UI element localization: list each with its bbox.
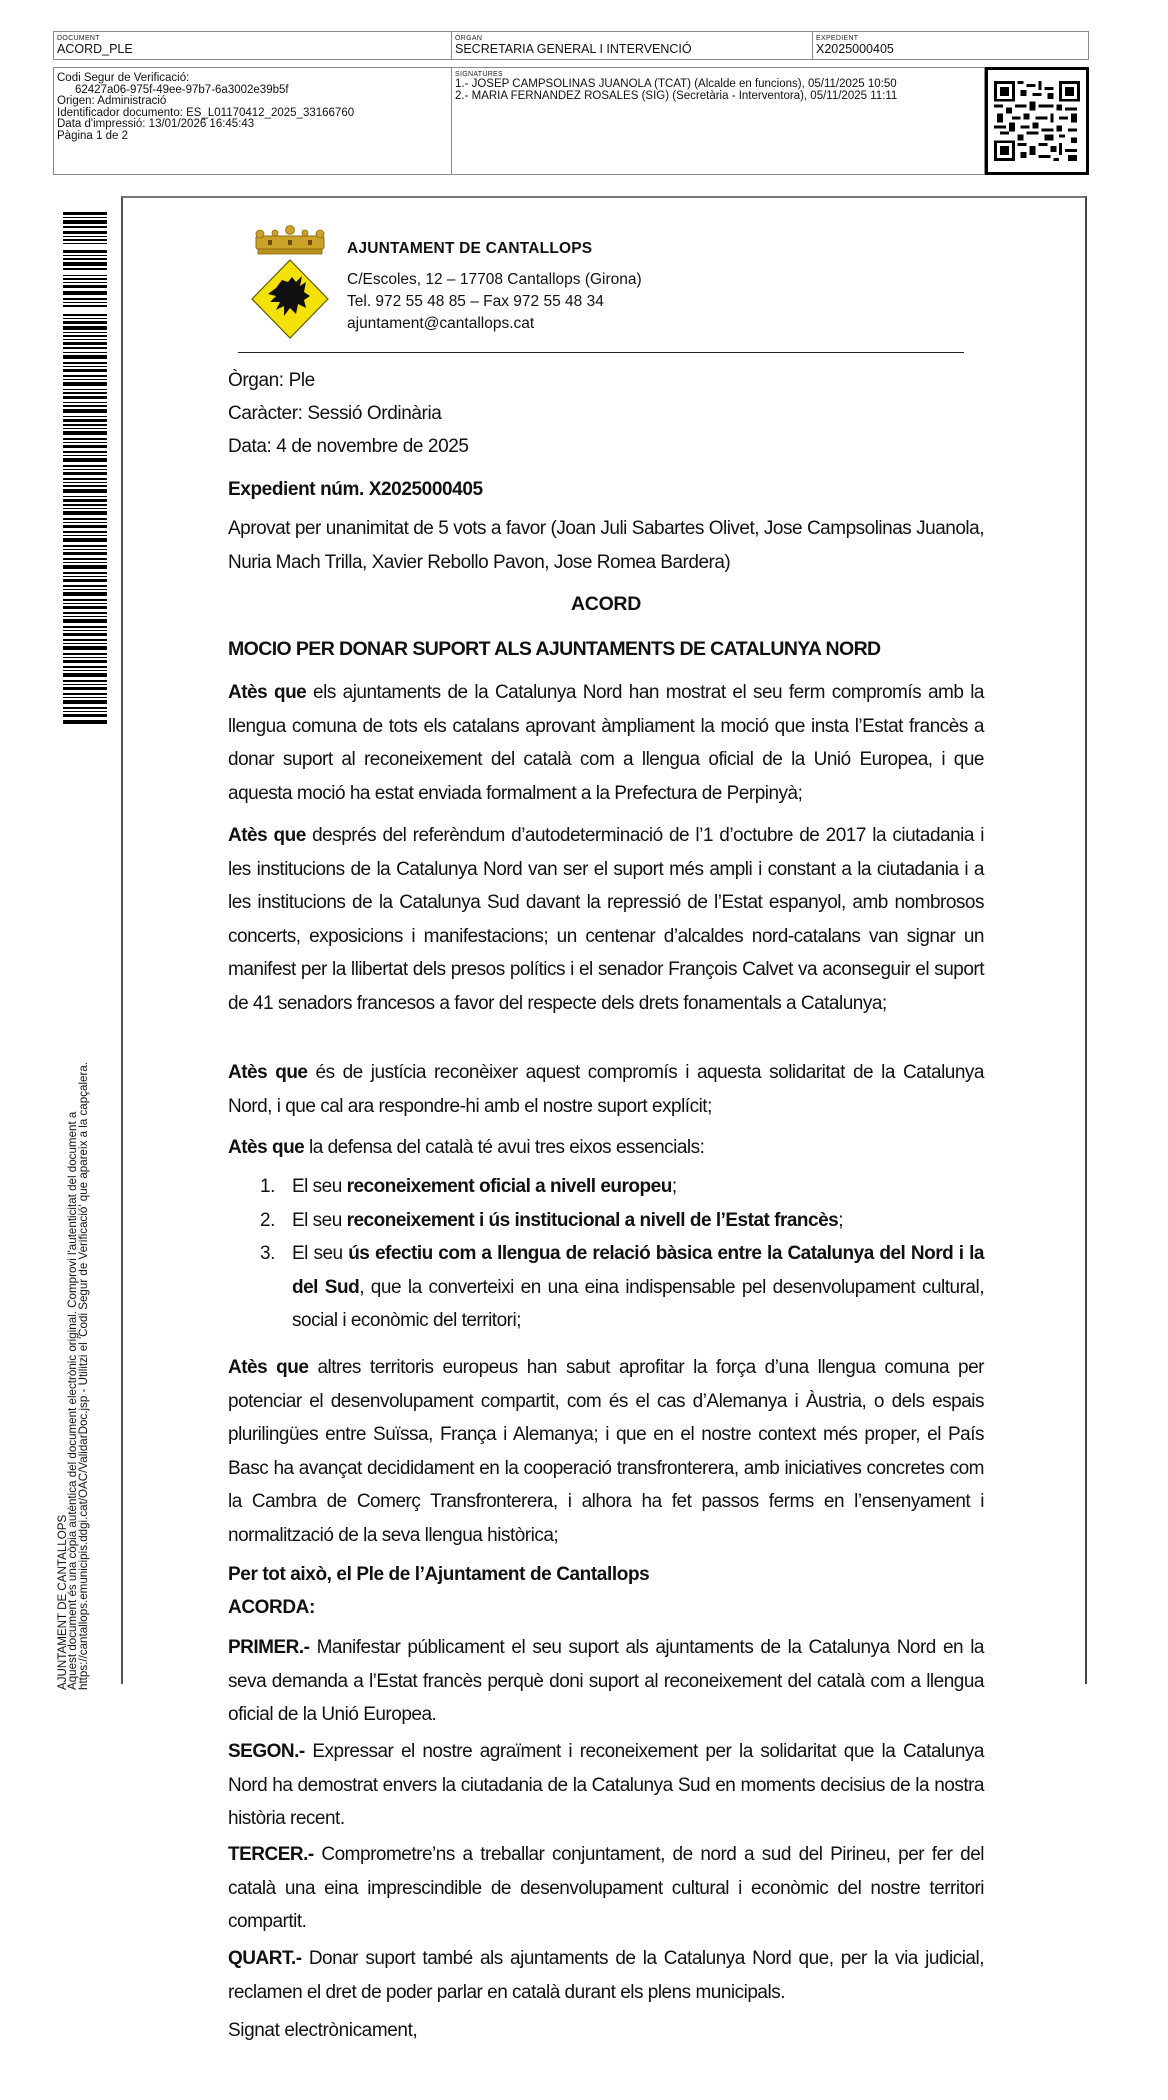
expedient-value: X2025000405 xyxy=(816,42,894,56)
meta-approval: Aprovat per unanimitat de 5 vots a favor (Joan Juli Sabartes Olivet, Jose Campsolinas Juanola, Nuria Mach Trilla, Xavier Rebollo Pavon, Jose Romea Bardera) xyxy=(228,518,984,573)
document-type-label: DOCUMENT xyxy=(57,35,100,42)
authenticity-org: AJUNTAMENT DE CANTALLOPS xyxy=(56,1514,69,1690)
consideration-paragraph xyxy=(228,1351,984,1552)
signatures-box xyxy=(451,67,985,175)
consideration-lead: Atès que xyxy=(228,1137,305,1158)
organization-address: C/Escoles, 12 – 17708 Cantallops (Girona) xyxy=(347,271,642,288)
meta-expedient: Expedient núm. X2025000405 xyxy=(228,479,483,500)
resolution-text: Donar suport també als ajuntaments de la Catalunya Nord que, per la via judicial, reclamen el dret de poder parlar en català durant els plens municipals. xyxy=(228,1948,984,2003)
organization-phone: Tel. 972 55 48 85 – Fax 972 55 48 34 xyxy=(347,293,604,310)
resolution-lead: QUART.- xyxy=(228,1948,302,1969)
resolution-lead: PRIMER.- xyxy=(228,1637,310,1658)
resolution-lead: TERCER.- xyxy=(228,1844,314,1865)
axis-number: 3. xyxy=(260,1243,275,1264)
resolution-lead: SEGON.- xyxy=(228,1741,305,1762)
meta-organ: Òrgan: Ple xyxy=(228,370,315,391)
axis-emphasis: reconeixement oficial a nivell europeu xyxy=(346,1176,672,1197)
document-type-box xyxy=(53,31,452,60)
expedient-label: EXPEDIENT xyxy=(816,35,859,42)
axis-text: , que la converteixi en una eina indispensable pel desenvolupament cultural, social i econòmic del territori; xyxy=(292,1276,984,1331)
csv-print-date: Data d'impressió: 13/01/2026 16:45:43 xyxy=(57,118,255,130)
signature-item: 2.- MARIA FERNANDEZ ROSALES (SIG) (Secretària - Interventora), 05/11/2025 11:11 xyxy=(455,89,898,102)
qr-code-icon xyxy=(994,81,1080,161)
csv-page: Pàgina 1 de 2 xyxy=(57,129,128,142)
qr-code-box[interactable] xyxy=(985,67,1089,175)
consideration-lead: Atès que xyxy=(228,1062,308,1083)
therefore-heading: Per tot això, el Ple de l’Ajuntament de Cantallops xyxy=(228,1564,650,1585)
resolution-text: Comprometre’ns a treballar conjuntament, de nord a sud del Pirineu, per fer del català una eina imprescindible de desenvolupament cultural i econòmic del nostre territori compartit. xyxy=(228,1844,984,1932)
csv-code[interactable]: 62427a06-975f-49ee-97b7-6a3002e39b5f xyxy=(75,83,289,96)
organ-value: SECRETARIA GENERAL I INTERVENCIÓ xyxy=(455,42,692,56)
verification-box xyxy=(53,67,452,175)
consideration-text: els ajuntaments de la Catalunya Nord han mostrat el seu ferm compromís amb la llengua comuna de tots els catalans aprovant àmpliament la moció que insta l’Estat francès a donar suport al reconeixement del català com a llengua oficial de la Unió Europea, i que aquesta moció ha estat enviada formalment a la Prefectura de Perpinyà; xyxy=(228,682,984,804)
meta-date: Data: 4 de novembre de 2025 xyxy=(228,436,469,457)
acord-title: ACORD xyxy=(571,593,641,615)
organization-name: AJUNTAMENT DE CANTALLOPS xyxy=(347,240,593,257)
consideration-paragraph xyxy=(228,1131,984,1165)
document-type-value: ACORD_PLE xyxy=(57,42,133,56)
organ-box xyxy=(451,31,813,60)
consideration-lead: Atès que xyxy=(228,1357,309,1378)
acorda-heading: ACORDA: xyxy=(228,1597,315,1618)
axis-text: El seu xyxy=(292,1243,349,1264)
consideration-paragraph xyxy=(228,819,984,1020)
consideration-paragraph xyxy=(228,676,984,810)
resolution-paragraph xyxy=(228,1838,984,1939)
signatures-label: SIGNATURES xyxy=(455,71,503,78)
csv-identifier: Identificador documento: ES_L01170412_2025_33166760 xyxy=(57,106,355,119)
consideration-lead: Atès que xyxy=(228,682,307,703)
resolution-paragraph xyxy=(228,1942,984,2009)
axis-text: El seu xyxy=(292,1209,347,1231)
resolution-text: Expressar el nostre agraïment i reconeixement per la solidaritat que la Catalunya Nord ha demostrat envers la ciutadania de la Catalunya Sud en moments decisius de la nostra història recent. xyxy=(228,1741,984,1829)
letterhead-divider xyxy=(238,352,964,353)
axis-number: 1. xyxy=(260,1176,275,1197)
meta-character: Caràcter: Sessió Ordinària xyxy=(228,403,442,424)
authenticity-statement: Aquest document és una còpia autèntica del document electrònic original. Comprovi l'autenticitat del document a xyxy=(66,1111,80,1690)
csv-label: Codi Segur de Verificació: xyxy=(57,72,190,84)
axis-number: 2. xyxy=(260,1209,275,1231)
csv-origin: Origen: Administració xyxy=(57,95,167,107)
organization-email[interactable]: ajuntament@cantallops.cat xyxy=(347,315,535,332)
organ-label: ÒRGAN xyxy=(455,35,483,42)
axis-text: ; xyxy=(671,1176,677,1197)
signature-item: 1.- JOSEP CAMPSOLINAS JUANOLA (TCAT) (Alcalde en funcions), 05/11/2025 10:50 xyxy=(455,78,897,90)
axis-text: El seu xyxy=(292,1176,347,1197)
consideration-lead: Atès que xyxy=(228,825,306,846)
resolution-paragraph xyxy=(228,1735,984,1836)
resolution-text: Manifestar públicament el seu suport als ajuntaments de la Catalunya Nord en la seva demanda a l’Estat francès perquè doni suport al reconeixement del català com a llengua oficial de la Unió Europea. xyxy=(228,1637,984,1725)
barcode-icon xyxy=(63,212,107,724)
axis-item xyxy=(228,1237,984,1338)
consideration-text: després del referèndum d’autodeterminació de l’1 d’octubre de 2017 la ciutadania i les institucions de la Catalunya Nord van ser el suport més ampli i constant a la ciutadania i a les institucions de la Catalunya Sud davant la repressió de l’Estat espanyol, amb nombrosos concerts, exposicions i manifestacions; un centenar d’alcaldes nord-catalans van signar un manifest per la llibertat dels presos polítics i el senador François Calvet va aconseguir el suport de 41 senadors francesos a favor del respecte dels drets fonamentals a Catalunya; xyxy=(228,825,984,1014)
essential-axes-list xyxy=(228,1170,984,1338)
signed-electronically: Signat electrònicament, xyxy=(228,2020,418,2041)
motion-title: MOCIO PER DONAR SUPORT ALS AJUNTAMENTS DE CATALUNYA NORD xyxy=(228,638,881,660)
consideration-text: altres territoris europeus han sabut aprofitar la força d’una llengua comuna per potenciar el desenvolupament compartit, com és el cas d’Alemanya i Àustria, o dels espais plurilingües entre Suïssa, França i Alemanya; i que en el nostre context més proper, el País Basc ha avançat decididament en la cooperació transfronterera, amb iniciatives concretes com la Cambra de Comerç Transfronterera, i alhora ha fet passos ferms en l’ensenyament i normalització de la seva llengua històrica; xyxy=(228,1357,984,1546)
axis-emphasis: ús efectiu com a llengua de relació bàsica entre la Catalunya del Nord i la del Sud xyxy=(292,1243,985,1298)
axis-emphasis: reconeixement i ús institucional a nivell de l’Estat francès xyxy=(346,1209,839,1231)
expedient-box xyxy=(812,31,1089,60)
axis-text: ; xyxy=(838,1209,843,1231)
coat-of-arms-icon xyxy=(250,222,330,340)
resolution-paragraph xyxy=(228,1631,984,1732)
consideration-text: la defensa del català té avui tres eixos essencials: xyxy=(304,1137,705,1158)
authenticity-url[interactable]: https://cantallops.emunicipis.ddgi.cat/OAC/ValidarDoc.jsp - Utilitzi el 'Codi Segur de Verificació' que apareix a la capçalera. xyxy=(76,1061,90,1690)
axis-item xyxy=(228,1170,984,1204)
consideration-paragraph xyxy=(228,1056,984,1123)
axis-item xyxy=(228,1204,984,1238)
authenticity-notice xyxy=(58,1010,89,1690)
consideration-text: és de justícia reconèixer aquest compromís i aquesta solidaritat de la Catalunya Nord, i que cal ara respondre-hi amb el nostre suport explícit; xyxy=(228,1062,984,1117)
